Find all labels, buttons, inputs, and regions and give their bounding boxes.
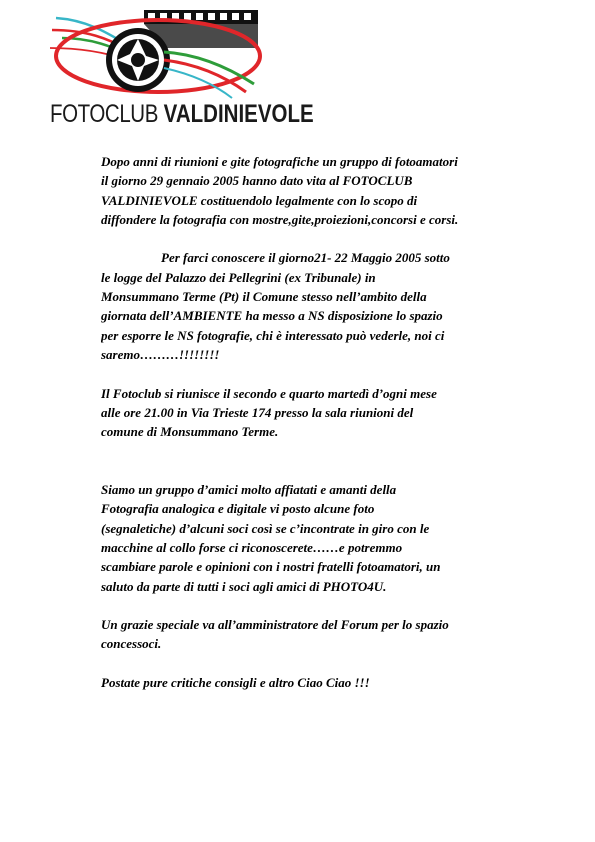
paragraph-about-group bbox=[101, 480, 541, 596]
text-line: Per farci conoscere il giorno21- 22 Maggio 2005 sotto bbox=[161, 250, 450, 266]
text-line: saremo………!!!!!!!! bbox=[101, 346, 220, 362]
text-line: il giorno 29 gennaio 2005 hanno dato vita al FOTOCLUB bbox=[101, 173, 413, 189]
paragraph-event bbox=[101, 248, 541, 364]
paragraph-intro bbox=[101, 152, 541, 229]
paragraph-thanks bbox=[101, 615, 541, 654]
text-line: (segnaletiche) d’alcuni soci così se c’incontrate in giro con le bbox=[101, 520, 430, 536]
text-line: scambiare parole e opinioni con i nostri fratelli fotoamatori, un bbox=[101, 559, 441, 575]
text-line: Il Fotoclub si riunisce il secondo e quarto martedì d’ogni mese bbox=[101, 385, 437, 401]
text-line: le logge del Palazzo dei Pellegrini (ex Tribunale) in bbox=[101, 269, 376, 285]
text-line: Postate pure critiche consigli e altro Ciao Ciao !!! bbox=[101, 675, 370, 691]
text-line: Monsummano Terme (Pt) il Comune stesso nell’ambito della bbox=[101, 289, 427, 305]
text-line: Fotografia analogica e digitale vi posto alcune foto bbox=[101, 501, 375, 517]
text-line: concessoci. bbox=[101, 636, 162, 652]
text-line: giornata dell’AMBIENTE ha messo a NS disposizione lo spazio bbox=[101, 308, 443, 324]
text-line: comune di Monsummano Terme. bbox=[101, 424, 279, 440]
text-line: diffondere la fotografia con mostre,gite,proiezioni,concorsi e corsi. bbox=[101, 211, 459, 227]
text-line: saluto da parte di tutti i soci agli amici di PHOTO4U. bbox=[101, 578, 387, 594]
text-line: Dopo anni di riunioni e gite fotografiche un gruppo di fotoamatori bbox=[101, 154, 458, 169]
text-line: Un grazie speciale va all’amministratore del Forum per lo spazio bbox=[101, 617, 449, 633]
text-line: per esporre le NS fotografie, chi è interessato può vederle, noi ci bbox=[101, 327, 445, 343]
text-line: alle ore 21.00 in Via Trieste 174 presso la sala riunioni del bbox=[101, 404, 414, 420]
text-line: Siamo un gruppo d’amici molto affiatati e amanti della bbox=[101, 482, 397, 498]
paragraph-closing bbox=[101, 673, 541, 692]
logo-word-fotoclub: FOTOCLUB bbox=[50, 100, 158, 128]
logo-wordmark bbox=[50, 100, 314, 128]
camera-aperture-icon bbox=[106, 28, 170, 92]
text-line: VALDINIEVOLE costituendolo legalmente con lo scopo di bbox=[101, 192, 418, 208]
logo-word-valdinievole: VALDINIEVOLE bbox=[163, 100, 314, 128]
document-body bbox=[101, 152, 541, 692]
paragraph-meetings bbox=[101, 384, 541, 442]
text-line: macchine al collo forse ci riconoscerete……e potremmo bbox=[101, 539, 403, 555]
